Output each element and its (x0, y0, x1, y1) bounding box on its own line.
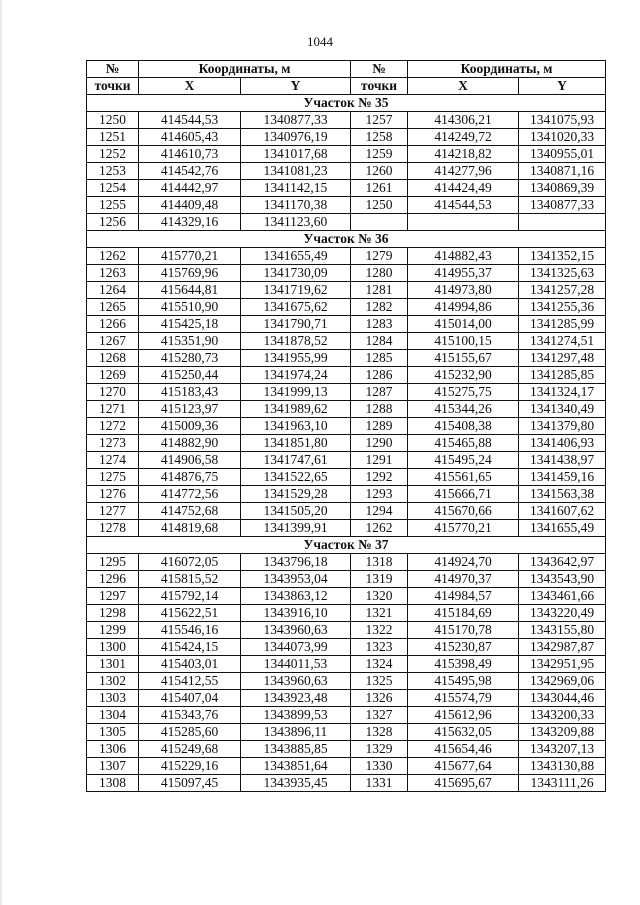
table-row (87, 588, 606, 605)
table-row (87, 775, 606, 792)
cell-y-left: 1341747,61 (241, 452, 351, 469)
cell-point-left: 1263 (87, 265, 139, 282)
cell-point-left: 1268 (87, 350, 139, 367)
cell-y-right: 1341257,28 (519, 282, 606, 299)
cell-y-right: 1341406,93 (519, 435, 606, 452)
cell-point-left: 1305 (87, 724, 139, 741)
cell-point-right: 1327 (351, 707, 408, 724)
cell-x-left: 415407,04 (139, 690, 241, 707)
table-row (87, 435, 606, 452)
cell-point-right: 1257 (351, 112, 408, 129)
cell-y-right: 1343130,88 (519, 758, 606, 775)
cell-y-left: 1341529,28 (241, 486, 351, 503)
point-number-header-symbol-right: № (351, 61, 408, 78)
cell-point-right: 1284 (351, 333, 408, 350)
cell-point-left: 1254 (87, 180, 139, 197)
cell-point-left: 1278 (87, 520, 139, 537)
cell-y-left: 1344011,53 (241, 656, 351, 673)
coordinates-header-left: Координаты, м (139, 61, 351, 78)
cell-y-left: 1341989,62 (241, 401, 351, 418)
section-title: Участок № 35 (87, 95, 606, 112)
cell-x-left: 414542,76 (139, 163, 241, 180)
cell-x-right: 415170,78 (408, 622, 519, 639)
cell-y-left: 1341878,52 (241, 333, 351, 350)
cell-y-right: 1340871,16 (519, 163, 606, 180)
cell-x-left: 415183,43 (139, 384, 241, 401)
cell-x-right: 414973,80 (408, 282, 519, 299)
cell-x-left: 415123,97 (139, 401, 241, 418)
cell-y-right: 1342987,87 (519, 639, 606, 656)
cell-y-left: 1344073,99 (241, 639, 351, 656)
cell-y-right: 1341274,51 (519, 333, 606, 350)
cell-x-left: 414544,53 (139, 112, 241, 129)
cell-point-left: 1272 (87, 418, 139, 435)
cell-x-left: 415770,21 (139, 248, 241, 265)
table-row (87, 282, 606, 299)
cell-x-right: 414882,43 (408, 248, 519, 265)
cell-point-left: 1297 (87, 588, 139, 605)
cell-x-right: 414249,72 (408, 129, 519, 146)
cell-point-right: 1292 (351, 469, 408, 486)
cell-y-right: 1341340,49 (519, 401, 606, 418)
cell-point-right: 1329 (351, 741, 408, 758)
table-row (87, 163, 606, 180)
cell-point-right: 1328 (351, 724, 408, 741)
cell-y-left: 1343960,63 (241, 622, 351, 639)
table-row (87, 299, 606, 316)
cell-y-left: 1343896,11 (241, 724, 351, 741)
table-row (87, 571, 606, 588)
cell-point-left: 1256 (87, 214, 139, 231)
cell-x-right: 415612,96 (408, 707, 519, 724)
cell-y-right: 1343461,66 (519, 588, 606, 605)
cell-point-right: 1326 (351, 690, 408, 707)
cell-y-right: 1341297,48 (519, 350, 606, 367)
cell-x-left: 414409,48 (139, 197, 241, 214)
cell-point-right: 1258 (351, 129, 408, 146)
cell-point-right: 1293 (351, 486, 408, 503)
cell-y-right: 1342951,95 (519, 656, 606, 673)
cell-x-right (408, 214, 519, 231)
cell-point-left: 1301 (87, 656, 139, 673)
table-row (87, 197, 606, 214)
cell-y-left: 1341522,65 (241, 469, 351, 486)
cell-x-right: 415230,87 (408, 639, 519, 656)
table-row (87, 724, 606, 741)
table-row (87, 486, 606, 503)
cell-x-right: 415574,79 (408, 690, 519, 707)
cell-x-right: 415561,65 (408, 469, 519, 486)
table-row (87, 690, 606, 707)
cell-x-right: 415232,90 (408, 367, 519, 384)
point-number-header-label: точки (87, 78, 139, 95)
cell-point-left: 1308 (87, 775, 139, 792)
cell-y-right: 1341020,33 (519, 129, 606, 146)
table-row (87, 469, 606, 486)
cell-x-left: 415280,73 (139, 350, 241, 367)
cell-x-left: 415009,36 (139, 418, 241, 435)
table-row (87, 367, 606, 384)
point-number-header-label-right: точки (351, 78, 408, 95)
cell-point-right: 1286 (351, 367, 408, 384)
cell-x-left: 415546,16 (139, 622, 241, 639)
cell-point-right: 1323 (351, 639, 408, 656)
cell-y-left: 1341081,23 (241, 163, 351, 180)
cell-point-left: 1270 (87, 384, 139, 401)
cell-point-left: 1276 (87, 486, 139, 503)
cell-y-left: 1343851,64 (241, 758, 351, 775)
cell-y-left: 1341730,09 (241, 265, 351, 282)
cell-x-left: 414882,90 (139, 435, 241, 452)
cell-x-right: 414955,37 (408, 265, 519, 282)
cell-x-left: 414876,75 (139, 469, 241, 486)
cell-point-right: 1320 (351, 588, 408, 605)
cell-y-left: 1341974,24 (241, 367, 351, 384)
cell-x-left: 414819,68 (139, 520, 241, 537)
cell-y-right: 1343207,13 (519, 741, 606, 758)
cell-point-right: 1283 (351, 316, 408, 333)
table-row (87, 605, 606, 622)
cell-point-left: 1300 (87, 639, 139, 656)
cell-x-left: 415343,76 (139, 707, 241, 724)
cell-y-left: 1340877,33 (241, 112, 351, 129)
cell-y-left: 1343923,48 (241, 690, 351, 707)
scan-edge (0, 0, 2, 905)
cell-point-right: 1294 (351, 503, 408, 520)
cell-y-left: 1343935,45 (241, 775, 351, 792)
cell-y-right: 1341655,49 (519, 520, 606, 537)
cell-point-left: 1252 (87, 146, 139, 163)
table-row (87, 401, 606, 418)
cell-x-right: 415100,15 (408, 333, 519, 350)
table-row (87, 452, 606, 469)
cell-y-left: 1341851,80 (241, 435, 351, 452)
cell-x-right: 415275,75 (408, 384, 519, 401)
cell-y-right: 1341379,80 (519, 418, 606, 435)
y-header-right: Y (519, 78, 606, 95)
cell-x-right: 415677,64 (408, 758, 519, 775)
cell-point-right: 1280 (351, 265, 408, 282)
cell-point-right: 1260 (351, 163, 408, 180)
cell-x-right: 414277,96 (408, 163, 519, 180)
cell-x-left: 415412,55 (139, 673, 241, 690)
cell-x-right: 415670,66 (408, 503, 519, 520)
cell-point-left: 1255 (87, 197, 139, 214)
table-row (87, 656, 606, 673)
cell-point-right: 1291 (351, 452, 408, 469)
table-row (87, 129, 606, 146)
cell-y-right: 1343200,33 (519, 707, 606, 724)
cell-point-right: 1318 (351, 554, 408, 571)
cell-x-right: 415155,67 (408, 350, 519, 367)
cell-y-left: 1341123,60 (241, 214, 351, 231)
cell-point-right: 1281 (351, 282, 408, 299)
cell-y-right: 1340877,33 (519, 197, 606, 214)
table-row (87, 707, 606, 724)
cell-point-right: 1288 (351, 401, 408, 418)
cell-point-left: 1298 (87, 605, 139, 622)
cell-point-left: 1302 (87, 673, 139, 690)
point-number-header-symbol: № (87, 61, 139, 78)
cell-y-left: 1341017,68 (241, 146, 351, 163)
cell-y-left: 1340976,19 (241, 129, 351, 146)
cell-y-left: 1343863,12 (241, 588, 351, 605)
cell-x-right: 414924,70 (408, 554, 519, 571)
table-row (87, 333, 606, 350)
cell-y-right: 1341352,15 (519, 248, 606, 265)
cell-point-right: 1290 (351, 435, 408, 452)
cell-y-left: 1341675,62 (241, 299, 351, 316)
cell-point-left: 1264 (87, 282, 139, 299)
cell-y-right: 1341459,16 (519, 469, 606, 486)
cell-x-right: 415398,49 (408, 656, 519, 673)
table-row (87, 741, 606, 758)
x-header-left: X (139, 78, 241, 95)
cell-point-left: 1267 (87, 333, 139, 350)
cell-y-left: 1343899,53 (241, 707, 351, 724)
cell-point-left: 1303 (87, 690, 139, 707)
cell-x-left: 415285,60 (139, 724, 241, 741)
cell-y-right: 1341255,36 (519, 299, 606, 316)
cell-point-left: 1275 (87, 469, 139, 486)
cell-y-left: 1341505,20 (241, 503, 351, 520)
cell-y-left: 1341399,91 (241, 520, 351, 537)
cell-x-right: 415654,46 (408, 741, 519, 758)
cell-x-right: 414994,86 (408, 299, 519, 316)
cell-x-left: 415249,68 (139, 741, 241, 758)
y-header-left: Y (241, 78, 351, 95)
cell-point-right: 1289 (351, 418, 408, 435)
cell-point-right (351, 214, 408, 231)
cell-point-left: 1271 (87, 401, 139, 418)
cell-point-right: 1330 (351, 758, 408, 775)
cell-y-right: 1341607,62 (519, 503, 606, 520)
cell-y-left: 1343960,63 (241, 673, 351, 690)
cell-x-right: 415408,38 (408, 418, 519, 435)
section-row (87, 537, 606, 554)
cell-x-right: 414984,57 (408, 588, 519, 605)
cell-y-left: 1341963,10 (241, 418, 351, 435)
cell-point-left: 1306 (87, 741, 139, 758)
cell-point-right: 1285 (351, 350, 408, 367)
cell-point-left: 1307 (87, 758, 139, 775)
cell-x-right: 414306,21 (408, 112, 519, 129)
table-row (87, 180, 606, 197)
cell-point-left: 1296 (87, 571, 139, 588)
page-number: 1044 (307, 34, 333, 49)
cell-y-left: 1341955,99 (241, 350, 351, 367)
cell-point-left: 1253 (87, 163, 139, 180)
cell-x-left: 415425,18 (139, 316, 241, 333)
cell-point-right: 1319 (351, 571, 408, 588)
cell-point-right: 1324 (351, 656, 408, 673)
cell-point-left: 1251 (87, 129, 139, 146)
cell-y-right: 1342969,06 (519, 673, 606, 690)
table-body (87, 95, 606, 792)
coordinates-header-right: Координаты, м (408, 61, 606, 78)
cell-y-right: 1340955,01 (519, 146, 606, 163)
cell-point-right: 1331 (351, 775, 408, 792)
cell-y-left: 1341142,15 (241, 180, 351, 197)
cell-point-right: 1250 (351, 197, 408, 214)
cell-x-left: 414772,56 (139, 486, 241, 503)
cell-y-right: 1340869,39 (519, 180, 606, 197)
table-row (87, 248, 606, 265)
cell-x-left: 414605,43 (139, 129, 241, 146)
cell-x-left: 414610,73 (139, 146, 241, 163)
cell-x-left: 415510,90 (139, 299, 241, 316)
cell-y-left: 1341655,49 (241, 248, 351, 265)
cell-x-right: 415495,98 (408, 673, 519, 690)
cell-y-right: 1343111,26 (519, 775, 606, 792)
cell-x-left: 415622,51 (139, 605, 241, 622)
table-header (87, 61, 606, 95)
cell-y-right: 1341285,85 (519, 367, 606, 384)
cell-point-right: 1279 (351, 248, 408, 265)
cell-x-left: 415250,44 (139, 367, 241, 384)
cell-point-left: 1262 (87, 248, 139, 265)
cell-x-left: 415229,16 (139, 758, 241, 775)
cell-x-left: 415351,90 (139, 333, 241, 350)
cell-y-left: 1343953,04 (241, 571, 351, 588)
cell-x-right: 414218,82 (408, 146, 519, 163)
cell-y-left: 1341170,38 (241, 197, 351, 214)
cell-point-left: 1274 (87, 452, 139, 469)
cell-x-left: 415424,15 (139, 639, 241, 656)
section-title: Участок № 36 (87, 231, 606, 248)
cell-x-left: 416072,05 (139, 554, 241, 571)
cell-point-left: 1277 (87, 503, 139, 520)
table-row (87, 384, 606, 401)
cell-y-right: 1341285,99 (519, 316, 606, 333)
table-row (87, 112, 606, 129)
table-row (87, 673, 606, 690)
cell-y-left: 1343885,85 (241, 741, 351, 758)
cell-x-left: 415815,52 (139, 571, 241, 588)
cell-y-left: 1341719,62 (241, 282, 351, 299)
table-row (87, 520, 606, 537)
cell-y-right: 1343543,90 (519, 571, 606, 588)
cell-point-right: 1282 (351, 299, 408, 316)
cell-y-right: 1343220,49 (519, 605, 606, 622)
cell-point-left: 1299 (87, 622, 139, 639)
cell-x-right: 415666,71 (408, 486, 519, 503)
cell-x-right: 415344,26 (408, 401, 519, 418)
cell-x-right: 415632,05 (408, 724, 519, 741)
table-row (87, 316, 606, 333)
cell-y-left: 1343796,18 (241, 554, 351, 571)
section-row (87, 95, 606, 112)
table-row (87, 214, 606, 231)
table-row (87, 554, 606, 571)
cell-y-left: 1341999,13 (241, 384, 351, 401)
cell-x-left: 415792,14 (139, 588, 241, 605)
table-row (87, 418, 606, 435)
cell-x-right: 415465,88 (408, 435, 519, 452)
cell-y-right: 1343044,46 (519, 690, 606, 707)
cell-point-right: 1325 (351, 673, 408, 690)
cell-x-left: 414752,68 (139, 503, 241, 520)
cell-point-right: 1262 (351, 520, 408, 537)
cell-point-right: 1322 (351, 622, 408, 639)
cell-x-left: 414442,97 (139, 180, 241, 197)
cell-point-left: 1273 (87, 435, 139, 452)
cell-y-right (519, 214, 606, 231)
cell-x-left: 415097,45 (139, 775, 241, 792)
cell-point-right: 1287 (351, 384, 408, 401)
cell-x-right: 415695,67 (408, 775, 519, 792)
cell-y-right: 1343209,88 (519, 724, 606, 741)
cell-point-right: 1259 (351, 146, 408, 163)
cell-x-right: 415495,24 (408, 452, 519, 469)
table-row (87, 503, 606, 520)
cell-x-right: 414424,49 (408, 180, 519, 197)
cell-point-right: 1261 (351, 180, 408, 197)
table-row (87, 639, 606, 656)
cell-y-left: 1343916,10 (241, 605, 351, 622)
cell-x-right: 414970,37 (408, 571, 519, 588)
coordinates-table (86, 60, 606, 792)
cell-point-left: 1250 (87, 112, 139, 129)
x-header-right: X (408, 78, 519, 95)
table-row (87, 758, 606, 775)
table-row (87, 265, 606, 282)
cell-point-right: 1321 (351, 605, 408, 622)
cell-point-left: 1304 (87, 707, 139, 724)
cell-y-right: 1343155,80 (519, 622, 606, 639)
cell-y-right: 1341325,63 (519, 265, 606, 282)
cell-y-right: 1341438,97 (519, 452, 606, 469)
cell-x-right: 415770,21 (408, 520, 519, 537)
cell-x-left: 414906,58 (139, 452, 241, 469)
cell-x-right: 415184,69 (408, 605, 519, 622)
cell-x-right: 415014,00 (408, 316, 519, 333)
cell-x-left: 415769,96 (139, 265, 241, 282)
cell-y-right: 1341075,93 (519, 112, 606, 129)
cell-x-left: 415403,01 (139, 656, 241, 673)
cell-x-right: 414544,53 (408, 197, 519, 214)
cell-point-left: 1265 (87, 299, 139, 316)
table-row (87, 146, 606, 163)
cell-x-left: 415644,81 (139, 282, 241, 299)
cell-point-left: 1266 (87, 316, 139, 333)
cell-y-right: 1341324,17 (519, 384, 606, 401)
cell-point-left: 1295 (87, 554, 139, 571)
cell-y-left: 1341790,71 (241, 316, 351, 333)
section-row (87, 231, 606, 248)
section-title: Участок № 37 (87, 537, 606, 554)
cell-point-left: 1269 (87, 367, 139, 384)
cell-x-left: 414329,16 (139, 214, 241, 231)
table-row (87, 350, 606, 367)
table-row (87, 622, 606, 639)
cell-y-right: 1343642,97 (519, 554, 606, 571)
cell-y-right: 1341563,38 (519, 486, 606, 503)
